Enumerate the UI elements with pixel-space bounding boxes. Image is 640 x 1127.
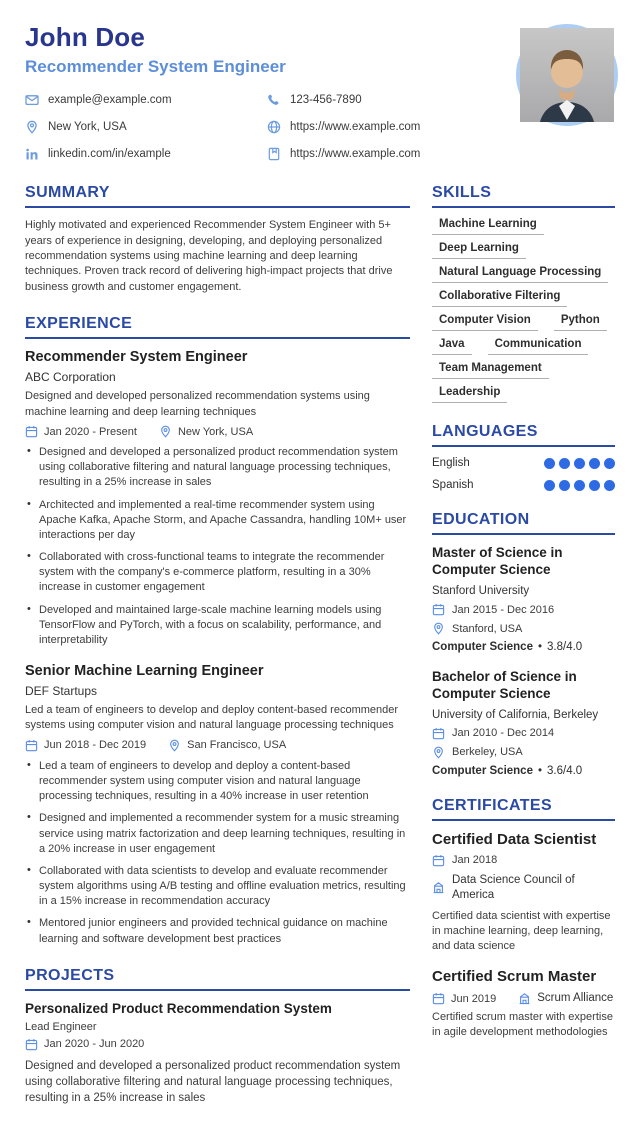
contact-email xyxy=(25,93,267,107)
job-dates xyxy=(25,425,137,438)
certificates-heading: CERTIFICATES xyxy=(432,797,615,821)
job-bullet: • Collaborated with cross-functional teams to integrate the recommender system with the company's e-commerce platform, resulting in a 30% increase in customer engagement xyxy=(25,550,410,596)
job-description: Led a team of engineers to develop and deploy content-based recommender systems using computer vision and natural language processing techniques xyxy=(25,704,399,732)
job-dates xyxy=(25,739,146,752)
contact-linkedin xyxy=(25,147,267,161)
resume-body xyxy=(25,184,615,1126)
degree-school: University of California, Berkeley xyxy=(432,708,599,721)
language-level-dots xyxy=(544,480,615,491)
section-languages xyxy=(432,423,615,491)
section-certificates xyxy=(432,797,615,1041)
degree-date-text: Jan 2015 - Dec 2016 xyxy=(452,603,555,616)
location-pin-icon xyxy=(159,425,172,438)
level-dot xyxy=(589,480,600,491)
language-level-dots xyxy=(544,458,615,469)
certificate-name: Certified Scrum Master xyxy=(432,968,597,986)
level-dot xyxy=(574,458,585,469)
contact-location xyxy=(25,120,267,134)
profile-photo xyxy=(516,24,618,126)
job-title: Recommender System Engineer xyxy=(25,349,248,366)
project-dates xyxy=(25,1038,144,1051)
project-role: Lead Engineer xyxy=(25,1020,97,1033)
language-name: Spanish xyxy=(432,479,474,492)
level-dot xyxy=(604,480,615,491)
level-dot xyxy=(559,480,570,491)
contact-phone-text: 123-456-7890 xyxy=(290,93,362,106)
section-experience xyxy=(25,315,410,947)
job-location-text: San Francisco, USA xyxy=(187,739,287,752)
skill-tag: Java xyxy=(432,338,472,355)
resume-header xyxy=(25,24,615,164)
certificate-date-text: Jan 2018 xyxy=(452,854,498,867)
projects-heading: PROJECTS xyxy=(25,967,410,991)
contact-info xyxy=(25,89,495,164)
contact-phone xyxy=(267,93,495,107)
job-date-text: Jan 2020 - Present xyxy=(44,425,137,438)
level-dot xyxy=(589,458,600,469)
degree-dates xyxy=(432,727,615,740)
left-column xyxy=(25,184,410,1126)
calendar-icon xyxy=(432,854,445,867)
language-row xyxy=(432,479,615,491)
skills-heading: SKILLS xyxy=(432,184,615,208)
degree-location-text: Berkeley, USA xyxy=(452,746,523,759)
degree-field-gpa xyxy=(432,765,615,777)
job-company: ABC Corporation xyxy=(25,370,116,385)
calendar-icon xyxy=(432,603,445,616)
phone-icon xyxy=(267,93,281,107)
section-education xyxy=(432,511,615,777)
skill-tag: Python xyxy=(554,314,607,331)
contact-email-text: example@example.com xyxy=(48,93,172,106)
experience-entry xyxy=(25,349,410,648)
location-pin-icon xyxy=(432,746,445,759)
job-bullet: • Led a team of engineers to develop and deploy a content-based recommender system using computer vision and natural language processing techniques, resulting in a 40% increase in user retention xyxy=(25,759,410,805)
degree-title: Master of Science in Computer Science xyxy=(432,545,563,578)
level-dot xyxy=(604,458,615,469)
certificate-org-text: Scrum Alliance xyxy=(537,992,614,1005)
section-skills xyxy=(432,184,615,403)
contact-website xyxy=(267,120,495,134)
level-dot xyxy=(544,458,555,469)
skill-tag: Communication xyxy=(488,338,589,355)
skill-tag: Natural Language Processing xyxy=(432,266,608,283)
job-company: DEF Startups xyxy=(25,684,98,699)
contact-portfolio xyxy=(267,147,495,161)
degree-location-text: Stanford, USA xyxy=(452,622,523,635)
summary-text: Highly motivated and experienced Recommender System Engineer with 5+ years of experience in designing, developing, and deploying personalized recommendation systems using machine learning and deep learning techniques. Proven track record of delivering high-impact projects that drive business growth and customer engagement. xyxy=(25,219,393,293)
location-pin-icon xyxy=(168,739,181,752)
bookmark-page-icon xyxy=(267,147,281,161)
certificate-entry xyxy=(432,831,615,954)
education-entry xyxy=(432,545,615,653)
job-meta xyxy=(25,425,410,438)
skill-tag: Deep Learning xyxy=(432,242,526,259)
globe-icon xyxy=(267,120,281,134)
job-location xyxy=(168,739,286,752)
project-description: Designed and developed a personalized product recommendation system using collaborative filtering and natural language processing techniques, resulting in a 25% increase in sales xyxy=(25,1059,401,1105)
job-location xyxy=(159,425,253,438)
job-bullet: • Developed and maintained large-scale machine learning models using TensorFlow and PyTorch, with a focus on scalability, performance, and interpretability xyxy=(25,603,410,649)
certificate-org-text: Data Science Council of America xyxy=(452,873,575,901)
degree-title: Bachelor of Science in Computer Science xyxy=(432,669,577,701)
calendar-icon xyxy=(25,425,38,438)
skill-tag: Machine Learning xyxy=(432,218,544,235)
skill-tag: Collaborative Filtering xyxy=(432,290,567,307)
level-dot xyxy=(544,480,555,491)
degree-date-text: Jan 2010 - Dec 2014 xyxy=(452,727,555,740)
degree-field: Computer Science xyxy=(432,641,533,654)
right-column xyxy=(432,184,615,1126)
project-date-text: Jan 2020 - Jun 2020 xyxy=(44,1038,145,1051)
separator-dot: • xyxy=(537,641,543,654)
contact-linkedin-text: linkedin.com/in/example xyxy=(48,147,171,160)
organization-icon xyxy=(518,992,531,1005)
contact-website-text: https://www.example.com xyxy=(290,120,421,133)
level-dot xyxy=(559,458,570,469)
degree-field-gpa xyxy=(432,641,615,653)
skill-tag: Leadership xyxy=(432,386,507,403)
language-name: English xyxy=(432,457,470,470)
certificate-org xyxy=(518,991,613,1006)
job-bullet: • Mentored junior engineers and provided technical guidance on machine learning and software development best practices xyxy=(25,916,410,946)
experience-entry xyxy=(25,663,410,947)
project-meta xyxy=(25,1038,410,1051)
contact-portfolio-text: https://www.example.com xyxy=(290,147,421,160)
job-bullet: • Collaborated with data scientists to develop and evaluate recommender system algorithms using A/B testing and offline evaluation metrics, resulting in a 15% increase in recommendation accuracy xyxy=(25,864,410,910)
linkedin-icon xyxy=(25,147,39,161)
skill-tag: Computer Vision xyxy=(432,314,538,331)
summary-heading: SUMMARY xyxy=(25,184,410,208)
degree-dates xyxy=(432,603,615,616)
certificate-date xyxy=(432,854,615,867)
calendar-icon xyxy=(432,727,445,740)
location-pin-icon xyxy=(25,120,39,134)
skills-list xyxy=(432,218,615,403)
experience-heading: EXPERIENCE xyxy=(25,315,410,339)
degree-location xyxy=(432,746,615,759)
certificate-description: Certified scrum master with expertise in agile development methodologies xyxy=(432,1011,613,1039)
candidate-name: John Doe xyxy=(25,22,146,52)
organization-icon xyxy=(432,881,445,894)
project-entry xyxy=(25,1001,410,1107)
job-date-text: Jun 2018 - Dec 2019 xyxy=(44,739,147,752)
email-icon xyxy=(25,93,39,107)
certificate-org xyxy=(432,873,615,903)
certificate-date-text: Jun 2019 xyxy=(451,992,497,1005)
degree-gpa: 3.8/4.0 xyxy=(547,641,583,654)
job-bullets xyxy=(25,445,410,648)
certificate-date xyxy=(432,992,496,1005)
degree-gpa: 3.6/4.0 xyxy=(547,764,583,777)
degree-school: Stanford University xyxy=(432,585,530,598)
candidate-job-title: Recommender System Engineer xyxy=(25,57,286,77)
language-row xyxy=(432,457,615,469)
job-title: Senior Machine Learning Engineer xyxy=(25,663,264,680)
calendar-icon xyxy=(25,739,38,752)
section-summary xyxy=(25,184,410,295)
job-bullet: • Architected and implemented a real-time recommender system using Apache Kafka, Apache Storm, and Apache Cassandra, handling 10M+ user interactions per day xyxy=(25,498,410,544)
job-description: Designed and developed personalized recommendation systems using machine learning and deep learning techniques xyxy=(25,390,370,418)
calendar-icon xyxy=(25,1038,38,1051)
degree-field: Computer Science xyxy=(432,764,533,777)
job-bullet: • Designed and developed a personalized product recommendation system using collaborative filtering and natural language processing techniques, resulting in a 25% increase in sales xyxy=(25,445,410,491)
education-entry xyxy=(432,669,615,777)
section-projects xyxy=(25,967,410,1107)
degree-location xyxy=(432,622,615,635)
certificate-meta xyxy=(432,991,615,1006)
languages-heading: LANGUAGES xyxy=(432,423,615,447)
job-bullet: • Designed and implemented a recommender system for a music streaming service using matrix factorization and deep learning techniques, resulting in a 20% increase in user engagement xyxy=(25,811,410,857)
project-title: Personalized Product Recommendation System xyxy=(25,1000,332,1016)
level-dot xyxy=(574,480,585,491)
education-heading: EDUCATION xyxy=(432,511,615,535)
job-meta xyxy=(25,739,410,752)
certificate-entry xyxy=(432,968,615,1040)
certificate-description: Certified data scientist with expertise in machine learning, deep learning, and data science xyxy=(432,909,611,953)
certificate-name: Certified Data Scientist xyxy=(432,830,597,848)
contact-location-text: New York, USA xyxy=(48,120,127,133)
calendar-icon xyxy=(432,992,445,1005)
location-pin-icon xyxy=(432,622,445,635)
job-bullets xyxy=(25,759,410,947)
job-location-text: New York, USA xyxy=(177,425,254,438)
separator-dot: • xyxy=(537,764,543,777)
skill-tag: Team Management xyxy=(432,362,549,379)
